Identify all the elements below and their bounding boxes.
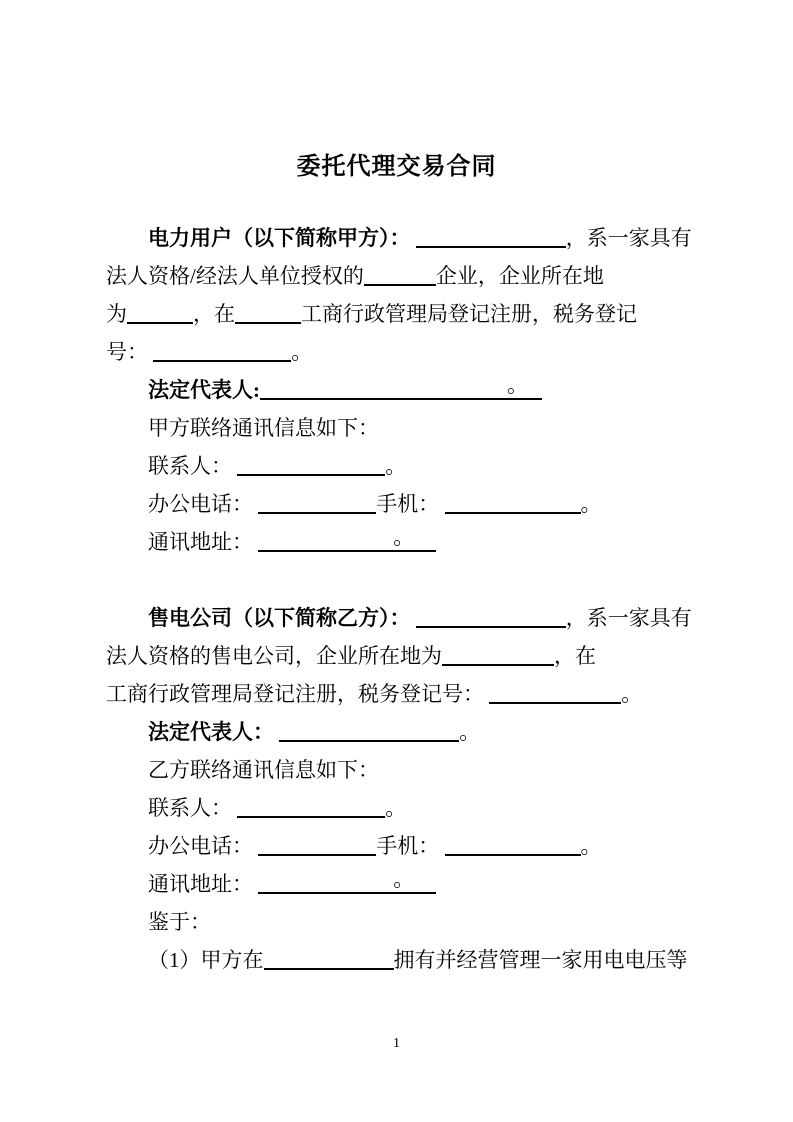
text-line [106,333,706,371]
body-text: 办公电话： [148,834,259,858]
blank-field[interactable] [127,295,193,324]
text-line [106,751,706,789]
text-line [106,903,706,941]
blank-field[interactable] [153,333,291,362]
label-text: 电力用户（以下简称甲方）： [148,226,416,250]
body-text: 联系人： [148,454,238,478]
text-line [106,675,706,713]
body-text: ，在 [554,644,596,668]
text-line [106,637,706,675]
body-text: 。 [291,340,313,364]
text-line [106,295,706,333]
text-line [106,485,706,523]
text-line [106,865,706,903]
blank-field[interactable] [489,675,621,704]
body-text: 。 [580,492,602,516]
document-body [106,219,706,979]
body-text: 企业，企业所在地 [435,264,604,288]
blank-field[interactable]: 。 [260,371,542,400]
body-text: 通讯地址： [148,530,259,554]
body-text: 。 [580,834,602,858]
text-line [106,409,706,447]
text-line [106,371,706,409]
blank-field[interactable] [264,941,394,970]
body-text: 。 [621,682,643,706]
blank-field[interactable] [445,485,581,514]
text-line [106,219,706,257]
blank-field[interactable] [364,257,436,286]
body-text: 号： [106,340,154,364]
blank-field[interactable] [416,219,566,248]
body-text: 乙方联络通讯信息如下： [148,758,379,782]
body-text: 拥有并经营管理一家用电电压等 [393,948,688,972]
page-number: 1 [393,1036,400,1051]
label-text: 法定代表人： [148,720,280,744]
body-text: （1）甲方在 [148,948,264,972]
label-text: 售电公司（以下简称乙方）： [148,606,416,630]
body-text: 办公电话： [148,492,259,516]
text-line [106,789,706,827]
text-line [106,713,706,751]
blank-field[interactable] [258,827,376,856]
text-line [106,941,706,979]
body-text: 工商行政管理局登记注册，税务登记号： [106,682,490,706]
body-text: 手机： [376,834,445,858]
text-line [106,257,706,295]
text-line [106,447,706,485]
blank-field[interactable] [442,637,554,666]
text-line [106,827,706,865]
blank-field[interactable] [237,447,385,476]
body-text: 联系人： [148,796,238,820]
document-title: 委托代理交易合同 [296,154,497,180]
body-text: 。 [459,720,481,744]
label-text: 法定代表人: [148,378,260,402]
text-line [106,523,706,561]
blank-field[interactable] [258,485,376,514]
body-text: 甲方联络通讯信息如下： [148,416,379,440]
body-text: 手机： [376,492,445,516]
blank-field[interactable]: 。 [258,865,436,894]
blank-field[interactable] [235,295,301,324]
body-text: 法人资格的售电公司，企业所在地为 [106,644,442,668]
body-text: ，系一家具有 [565,226,692,250]
text-line [106,599,706,637]
body-text: 工商行政管理局登记注册，税务登记 [301,302,637,326]
body-text: 。 [385,796,407,820]
body-text: 。 [385,454,407,478]
blank-field[interactable] [237,789,385,818]
blank-line [106,561,706,599]
body-text: 通讯地址： [148,872,259,896]
blank-field[interactable]: 。 [258,523,436,552]
body-text: ，在 [193,302,235,326]
blank-field[interactable] [416,599,566,628]
body-text: 鉴于： [148,910,211,934]
body-text: 为 [106,302,127,326]
blank-field[interactable] [279,713,459,742]
blank-field[interactable] [445,827,581,856]
body-text: ，系一家具有 [565,606,692,630]
body-text: 法人资格/经法人单位授权的 [106,264,364,288]
